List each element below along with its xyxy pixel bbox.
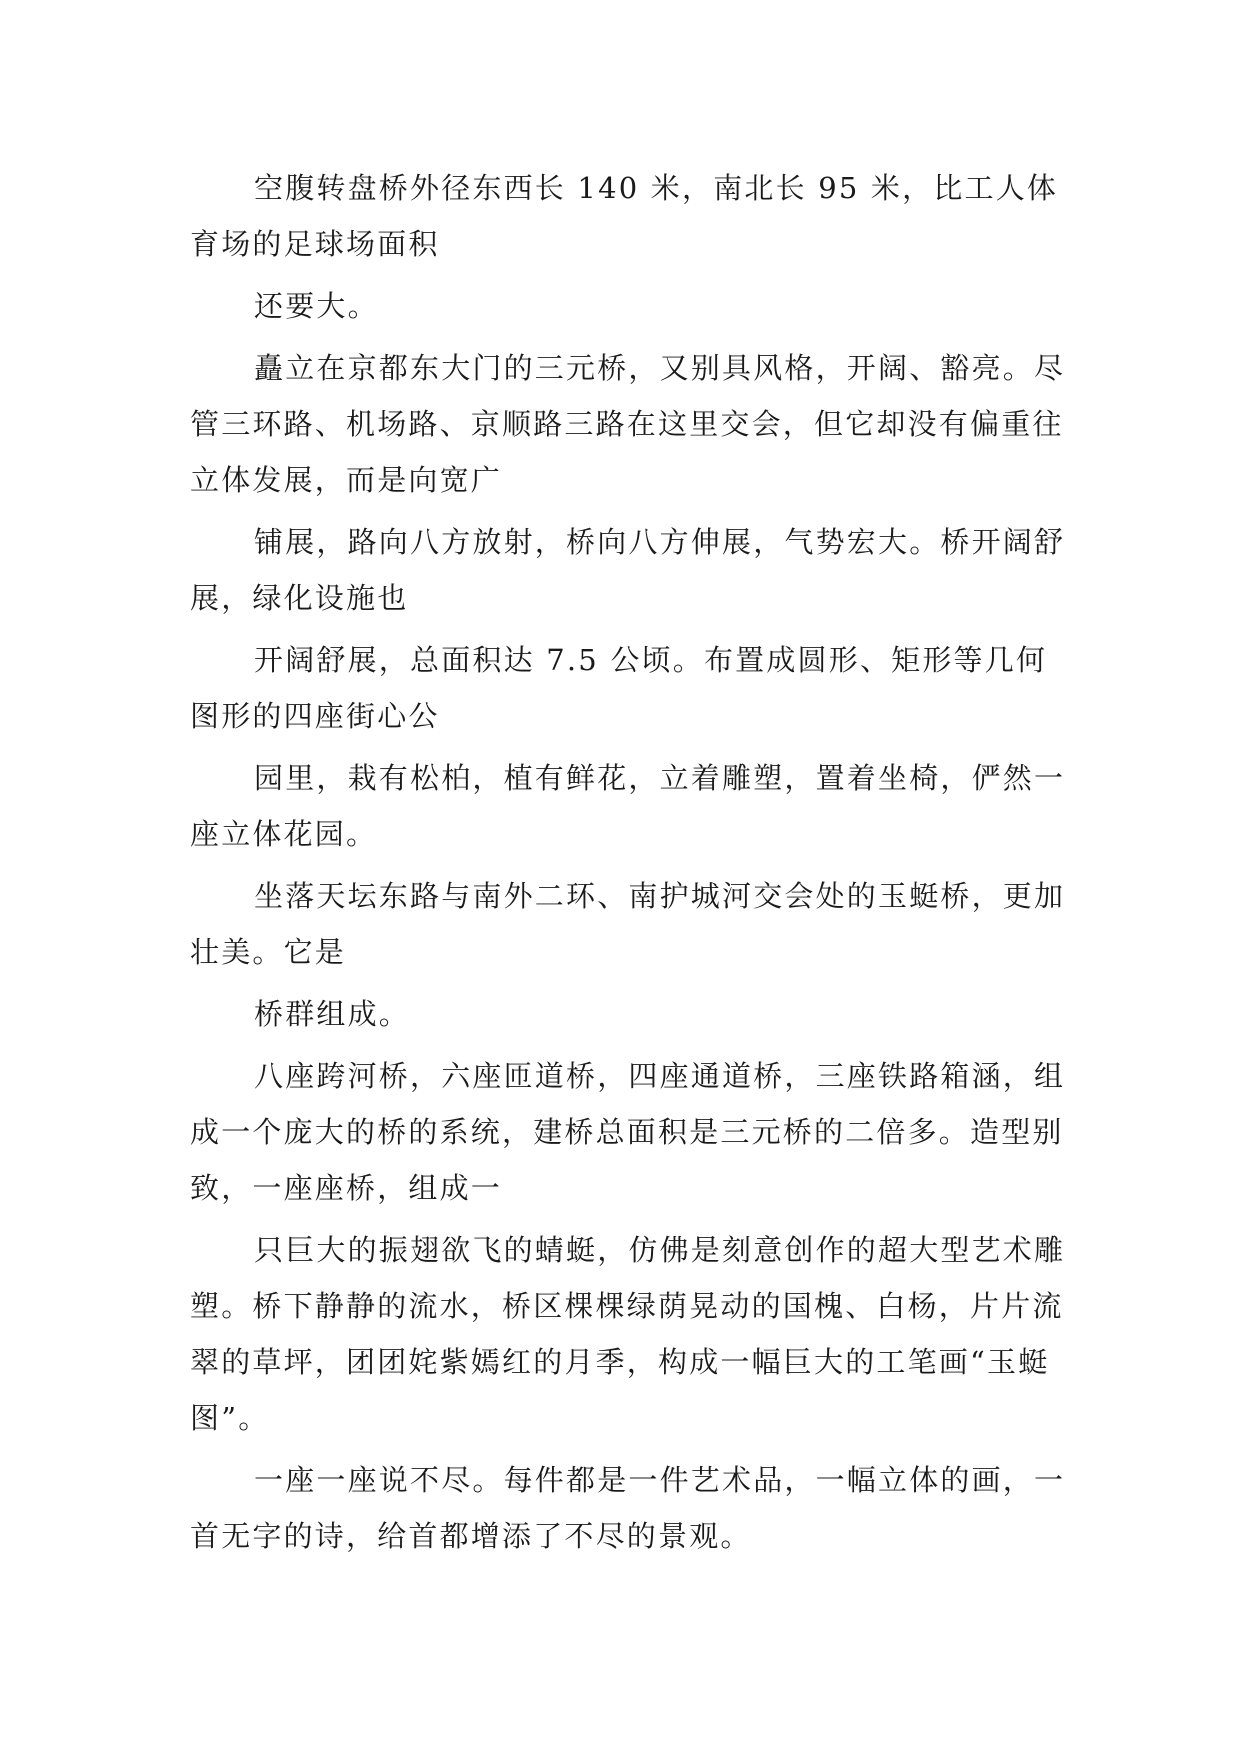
paragraph: 坐落天坛东路与南外二环、南护城河交会处的玉蜓桥，更加壮美。它是 bbox=[190, 879, 1066, 969]
paragraph: 桥群组成。 bbox=[254, 997, 411, 1031]
paragraph: 铺展，路向八方放射，桥向八方伸展，气势宏大。桥开阔舒展，绿化设施也 bbox=[190, 525, 1066, 615]
paragraph: 空腹转盘桥外径东西长 140 米，南北长 95 米，比工人体育场的足球场面积 bbox=[190, 171, 1059, 261]
paragraph: 矗立在京都东大门的三元桥，又别具风格，开阔、豁亮。尽管三环路、机场路、京顺路三路在这里交会，但它却没有偏重往立体发展，而是向宽广 bbox=[190, 351, 1066, 497]
paragraph: 只巨大的振翅欲飞的蜻蜓，仿佛是刻意创作的超大型艺术雕塑。桥下静静的流水，桥区棵棵绿荫晃动的国槐、白杨，片片流翠的草坪，团团姹紫嫣红的月季，构成一幅巨大的工笔画“玉蜓图”。 bbox=[190, 1233, 1066, 1435]
document-body bbox=[190, 160, 1070, 1564]
paragraph: 一座一座说不尽。每件都是一件艺术品，一幅立体的画，一首无字的诗，给首都增添了不尽的景观。 bbox=[190, 1463, 1066, 1553]
paragraph: 园里，栽有松柏，植有鲜花，立着雕塑，置着坐椅，俨然一座立体花园。 bbox=[190, 761, 1066, 851]
paragraph: 还要大。 bbox=[254, 289, 379, 323]
paragraph: 八座跨河桥，六座匝道桥，四座通道桥，三座铁路箱涵，组成一个庞大的桥的系统，建桥总面积是三元桥的二倍多。造型别致，一座座桥，组成一 bbox=[190, 1059, 1066, 1205]
paragraph: 开阔舒展，总面积达 7.5 公顷。布置成圆形、矩形等几何图形的四座街心公 bbox=[190, 643, 1048, 733]
